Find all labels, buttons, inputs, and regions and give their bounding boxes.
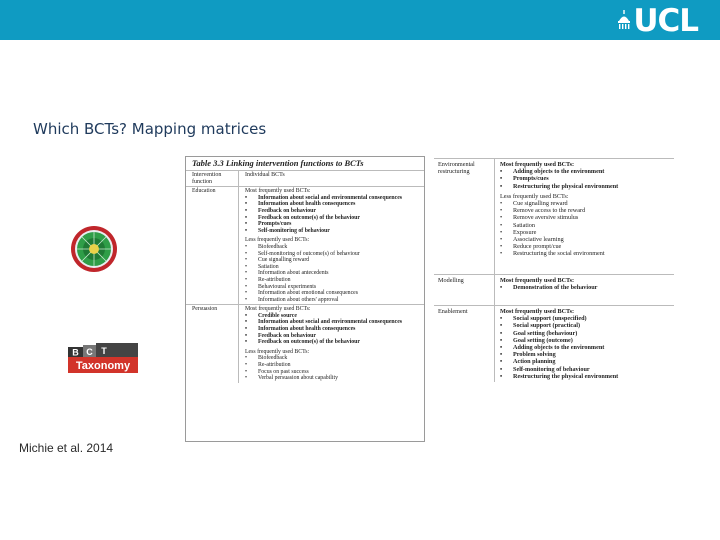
bct-list: [238, 187, 424, 304]
list-item: • Biofeedback: [245, 355, 288, 362]
list-item: • Reduce prompt/cue: [500, 243, 562, 251]
list-item: • Re-attribution: [245, 362, 291, 369]
list-item: • Information about emotional consequences: [245, 290, 358, 297]
list-item: • Information about antecedents: [245, 270, 329, 277]
list-item: • Re-attribution: [245, 276, 291, 283]
list-item: • Feedback on outcome(s) of the behaviour: [245, 339, 360, 346]
most-frequent-label: Most frequently used BCTs:: [500, 161, 575, 168]
bct-list: [494, 275, 674, 305]
function-label: Modelling: [438, 276, 464, 284]
list-item: • Feedback on behaviour: [245, 207, 316, 214]
table-header-row: [186, 171, 424, 187]
table-row-education: [186, 187, 424, 305]
list-item: • Social support (practical): [500, 322, 581, 330]
table-caption: Table 3.3 Linking intervention functions to BCTs: [186, 157, 424, 171]
list-item: • Credible source: [245, 312, 297, 319]
list-item: • Verbal persuasion about capability: [245, 375, 339, 382]
list-item: • Biofeedback: [245, 243, 288, 250]
list-item: • Goal setting (behaviour): [500, 329, 578, 337]
list-item: • Problem solving: [500, 351, 556, 359]
list-item: • Information about social and environmental consequences: [245, 194, 403, 201]
taxonomy-letter-b: B: [72, 347, 79, 358]
taxonomy-letter-c: C: [86, 347, 93, 357]
list-item: • Restructuring the physical environment: [500, 372, 619, 380]
list-item: • Satiation: [500, 221, 535, 229]
list-item: • Action planning: [500, 358, 556, 366]
list-item: • Goal setting (outcome): [500, 336, 573, 344]
table-row-enablement: [434, 306, 674, 382]
list-item: • Information about social and environmental consequences: [245, 319, 403, 326]
list-item: • Satiation: [245, 263, 279, 270]
list-item: • Feedback on behaviour: [245, 332, 316, 339]
list-item: • Self-monitoring of behaviour: [500, 365, 590, 373]
column-header-function: Intervention function: [192, 172, 222, 185]
function-label: Persuasion: [192, 306, 218, 313]
bct-list: [238, 305, 424, 383]
bct-taxonomy-logo: [66, 343, 140, 375]
list-item: • Exposure: [500, 228, 537, 236]
table-row-environmental-restructuring: [434, 158, 674, 275]
taxonomy-label: Taxonomy: [75, 360, 131, 372]
behaviour-change-wheel-icon: [70, 225, 118, 273]
less-frequent-label: Less frequently used BCTs:: [245, 348, 310, 355]
bct-list: [494, 159, 674, 274]
most-frequent-label: Most frequently used BCTs:: [245, 188, 311, 195]
list-item: • Feedback on outcome(s) of the behaviour: [245, 214, 360, 221]
list-item: • Prompts/cues: [245, 221, 292, 228]
list-item: • Self-monitoring of behaviour: [245, 227, 330, 234]
list-item: • Demonstration of the behaviour: [500, 283, 598, 291]
table-row-persuasion: [186, 305, 424, 383]
function-label: Enablement: [438, 308, 468, 316]
list-item: • Self-monitoring of outcome(s) of behaviour: [245, 250, 360, 257]
list-item: • Adding objects to the environment: [500, 344, 605, 352]
left-mapping-table: [185, 156, 425, 442]
citation: Michie et al. 2014: [19, 441, 114, 455]
list-item: • Cue signalling reward: [500, 200, 568, 208]
list-item: • Information about health consequences: [245, 201, 356, 208]
list-item: • Remove aversive stimulus: [500, 214, 579, 222]
list-item: • Focus on past success: [245, 368, 309, 375]
list-item: • Restructuring the social environment: [500, 250, 605, 258]
table-row-modelling: [434, 275, 674, 306]
list-item: • Cue signalling reward: [245, 257, 310, 264]
taxonomy-letter-t: T: [101, 346, 107, 356]
ucl-logo: [633, 3, 698, 39]
list-item: • Remove access to the reward: [500, 207, 586, 215]
right-mapping-table: [434, 158, 674, 442]
list-item: • Prompts/cues: [500, 175, 549, 183]
less-frequent-label: Less frequently used BCTs:: [245, 237, 310, 244]
list-item: • Behavioural experiments: [245, 283, 317, 290]
list-item: • Adding objects to the environment: [500, 168, 605, 176]
list-item: • Information about others' approval: [245, 296, 339, 303]
list-item: • Information about health consequences: [245, 326, 356, 333]
list-item: • Social support (unspecified): [500, 315, 587, 323]
function-label: Education: [192, 188, 216, 195]
ucl-logo-text: UCL: [633, 3, 698, 39]
most-frequent-label: Most frequently used BCTs:: [500, 276, 575, 284]
list-item: • Associative learning: [500, 236, 564, 244]
most-frequent-label: Most frequently used BCTs:: [245, 306, 311, 313]
most-frequent-label: Most frequently used BCTs:: [500, 308, 575, 316]
bct-list: [494, 306, 674, 382]
column-header-bcts: Individual BCTs: [238, 171, 424, 186]
list-item: • Restructuring the physical environment: [500, 182, 619, 190]
function-label: Environmental restructuring: [438, 161, 475, 176]
ucl-dome-icon: [617, 10, 631, 30]
less-frequent-label: Less frequently used BCTs:: [500, 192, 569, 200]
header-bar: [0, 0, 720, 40]
slide-title: Which BCTs? Mapping matrices: [33, 120, 267, 138]
